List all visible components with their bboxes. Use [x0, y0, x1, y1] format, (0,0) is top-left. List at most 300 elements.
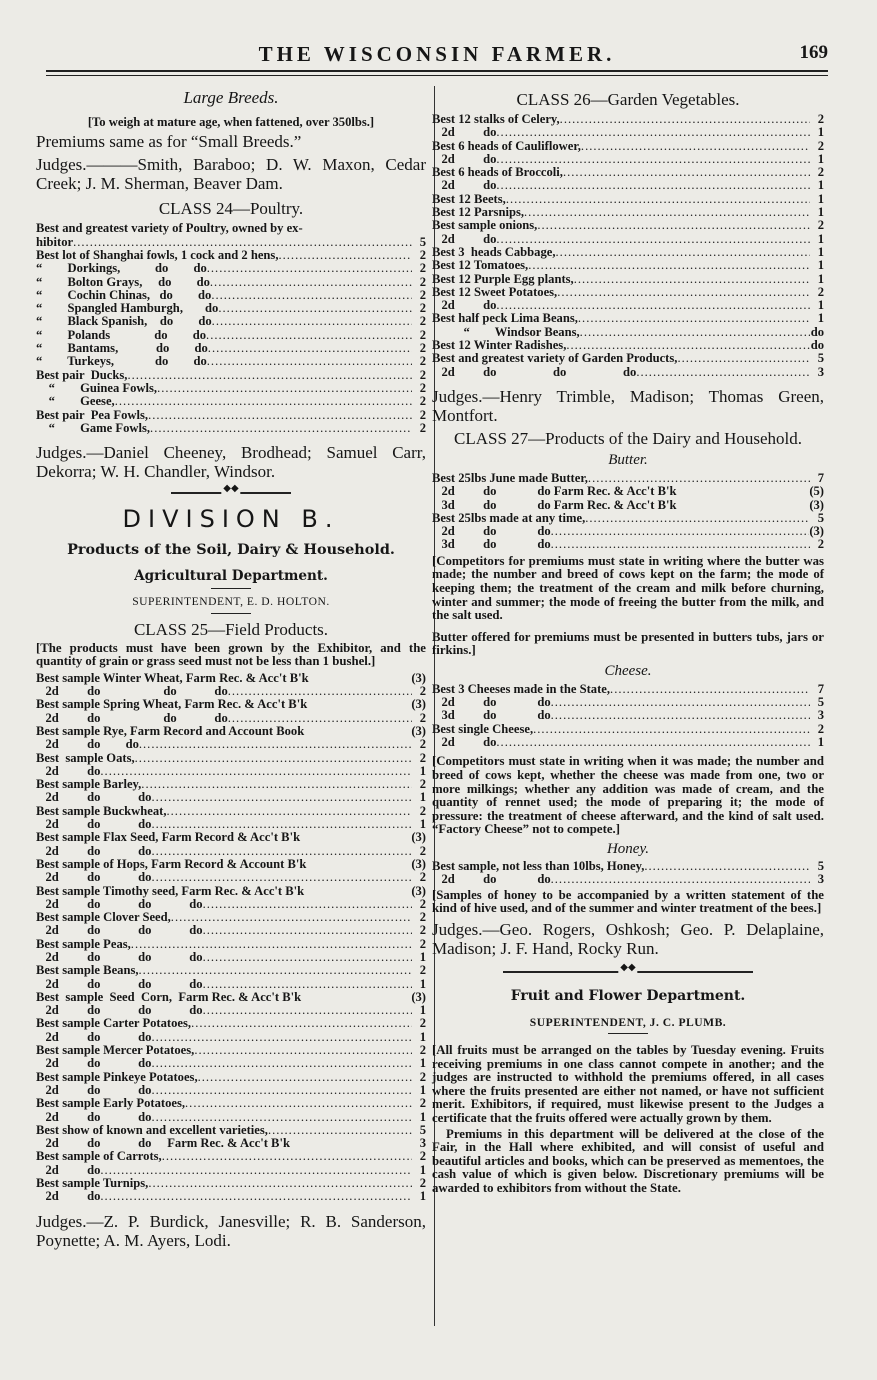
premium-label: “ Polands do do [36, 327, 207, 342]
premium-label: “ Game Fowls, [36, 420, 151, 435]
premium-label: Best sample Seed Corn, Farm Rec. & Acc't B'k [36, 989, 302, 1004]
leader-dots [496, 233, 810, 246]
leader-dots [203, 898, 412, 911]
premium-value: 1 [419, 1189, 426, 1204]
premium-label: Best pair Ducks, [36, 367, 128, 382]
premium-row [36, 249, 426, 262]
premium-label: Best and greatest variety of Garden Products, [432, 351, 678, 366]
leader-dots [208, 342, 412, 355]
leader-dots [203, 951, 412, 964]
leader-dots [148, 409, 412, 422]
premium-label: Best sample Pinkeye Potatoes, [36, 1069, 198, 1084]
agri-heading: Agricultural Department. [134, 568, 328, 585]
leader-dots [581, 140, 810, 153]
page-number: 169 [799, 42, 828, 63]
premium-row [432, 126, 824, 139]
premium-value: 1 [817, 271, 824, 286]
premium-row [36, 765, 426, 778]
leader-dots [151, 1031, 412, 1044]
honey-list [432, 860, 824, 887]
premium-label: Best and greatest variety of Poultry, owned by ex- [36, 221, 303, 236]
premium-label: Best sample Beans, [36, 963, 139, 978]
premium-value: 2 [817, 165, 824, 180]
premium-row [432, 873, 824, 886]
premium-value: 2 [419, 248, 426, 262]
premium-value: do [810, 338, 824, 353]
premium-label: “ Guinea Fowls, [36, 380, 158, 395]
premium-value: 2 [817, 721, 824, 736]
premium-value: 1 [419, 790, 426, 805]
premium-row [36, 222, 426, 235]
products-heading: Products of the Soil, Dairy & Household. [67, 541, 395, 559]
premium-row [36, 978, 426, 991]
premium-row [432, 512, 824, 525]
premium-label: Best sample Peas, [36, 936, 131, 951]
premium-label: 2d do do [36, 1056, 152, 1071]
premium-value: 1 [419, 763, 426, 778]
premium-value: 5 [419, 1122, 426, 1137]
leader-dots [203, 1004, 412, 1017]
premium-label: Best 25lbs June made Butter, [432, 470, 588, 485]
premium-row [36, 924, 426, 937]
short-rule [211, 588, 251, 589]
premium-row [36, 382, 426, 395]
premium-label: 2d do [432, 178, 497, 193]
leader-dots [557, 286, 810, 299]
premium-row [36, 911, 426, 924]
premium-label: Best show of known and excellent varieties, [36, 1122, 268, 1137]
premium-row [432, 179, 824, 192]
premium-value: 2 [419, 1149, 426, 1164]
header-rule [46, 70, 828, 72]
premium-value: 2 [419, 936, 426, 951]
premium-row [432, 683, 824, 696]
premium-label: Best 6 heads of Broccoli, [432, 165, 563, 180]
large-breeds-title: Large Breeds. [183, 88, 279, 107]
premium-value: 1 [817, 178, 824, 193]
leader-dots [563, 166, 810, 179]
leader-dots [496, 179, 810, 192]
leader-dots [191, 1017, 412, 1030]
premium-row [36, 1031, 426, 1044]
leader-dots [636, 366, 810, 379]
premium-value: 2 [419, 314, 426, 329]
leader-dots [677, 352, 810, 365]
premium-row [432, 352, 824, 365]
premium-row [432, 273, 824, 286]
premium-value: 5 [817, 858, 824, 873]
leader-dots [528, 259, 810, 272]
premium-label: Best sample Mercer Potatoes, [36, 1043, 195, 1058]
fruit-note: [All fruits must be arranged on the tables by Tuesday evening. Fruits receiving premiums in one class cannot compete in another; and the judges are instructed to withhold the premiums offered, in all cases where the fruits presented are either not named, or have not sufficient merit. Exhibitors, if required, must likewise present to the Judges a certificate that the fruits offered were actually grown by them. [432, 1043, 824, 1126]
class24-judges: Judges.—Daniel Cheeney, Brodhead; Samuel Carr, Dekorra; W. H. Chandler, Windsor. [36, 443, 426, 482]
premium-row [432, 366, 824, 379]
premium-row [36, 672, 426, 685]
leader-dots [150, 422, 412, 435]
premium-row [36, 1097, 426, 1110]
premium-row [432, 472, 824, 485]
leader-dots [100, 1164, 412, 1177]
premium-row [432, 709, 824, 722]
leader-dots [278, 249, 412, 262]
premium-value: 1 [817, 311, 824, 326]
premium-value: 2 [419, 710, 426, 725]
premium-row [432, 525, 824, 538]
premium-label: 2d do do do [36, 923, 203, 938]
premium-label: 3d do do [432, 537, 551, 552]
leader-dots [551, 709, 810, 722]
premium-value: 1 [817, 244, 824, 259]
premium-value: 1 [419, 949, 426, 964]
premium-label: 2d do do do [36, 1003, 203, 1018]
leader-dots [566, 339, 810, 352]
premium-label: Best 12 Beets, [432, 191, 506, 206]
honey-note: [Samples of honey to be accompanied by a written statement of the kind of hive used, and of the summer and winter treatment of the bees.] [432, 887, 824, 916]
cheese-note: [Competitors must state in writing when it was made; the number and breed of cows kept, whether the cheese was made from one, two or more milkings; whether any addition was made of cream, and the quantity of rennet used; the mode of preparing it; the mode of pressure: the treatment of cheese afterward, and the kind of salt used. “Factory Cheese” not to compete.] [432, 754, 824, 837]
premium-label: 2d do do do [36, 896, 203, 911]
premium-row [36, 885, 426, 898]
premium-value: 1 [817, 151, 824, 166]
premium-value: 5 [817, 695, 824, 710]
premium-label: Best 12 Tomatoes, [432, 258, 529, 273]
premium-value: (5) [809, 484, 824, 499]
short-rule [608, 1033, 648, 1034]
cheese-title: Cheese. [604, 662, 652, 679]
leader-dots [151, 1057, 412, 1070]
premium-label: Best sample, not less than 10lbs, Honey, [432, 858, 645, 873]
premium-row [36, 369, 426, 382]
premium-label: Best sample Spring Wheat, Farm Rec. & Acc't B'k [36, 697, 308, 712]
premium-row [36, 236, 426, 249]
premium-label: Best 12 Winter Radishes, [432, 338, 567, 353]
class25-list [36, 672, 426, 1204]
premium-label: Best half peck Lima Beans, [432, 311, 578, 326]
leader-dots [162, 1150, 412, 1163]
premium-row [432, 860, 824, 873]
premium-value: 2 [817, 218, 824, 233]
premium-label: 2d do do [36, 817, 152, 832]
premium-row [432, 193, 824, 206]
premium-label: “ Turkeys, do do [36, 354, 207, 369]
premium-row [432, 312, 824, 325]
leader-dots [203, 924, 412, 937]
premium-label: “ Black Spanish, do do [36, 314, 212, 329]
premium-value: 2 [419, 803, 426, 818]
leader-dots [139, 738, 412, 751]
premium-label: Best sample Oats, [36, 750, 135, 765]
premium-value: 3 [419, 1136, 426, 1151]
premium-label: 3d do do [432, 708, 551, 723]
division-title: DIVISION B. [122, 505, 340, 534]
leader-dots [580, 326, 810, 339]
premium-label: 2d do do [36, 737, 139, 752]
premium-label: 2d do do [36, 1109, 152, 1124]
premium-value: 5 [817, 351, 824, 366]
leader-dots [127, 369, 412, 382]
cheese-list [432, 683, 824, 749]
premium-value: 2 [419, 910, 426, 925]
leader-dots [141, 778, 412, 791]
premium-row [432, 113, 824, 126]
leader-dots [151, 845, 412, 858]
premium-value: 2 [419, 1069, 426, 1084]
premium-label: 2d do do [36, 870, 152, 885]
leader-dots [148, 1177, 412, 1190]
premium-row [432, 499, 824, 512]
premium-value: 2 [419, 301, 426, 316]
premium-label: Best 12 Parsnips, [432, 205, 525, 220]
premium-label: Best sample Rye, Farm Record and Account Book [36, 723, 305, 738]
premium-label: 2d do do do [36, 976, 203, 991]
premium-value: 7 [817, 470, 824, 485]
premium-row [36, 1150, 426, 1163]
premium-value: 3 [817, 364, 824, 379]
premium-value: 1 [817, 205, 824, 220]
premium-row [432, 326, 824, 339]
premium-row [36, 422, 426, 435]
premium-label: 2d do do do [36, 684, 228, 699]
premium-value: (3) [411, 723, 426, 738]
premium-value: 2 [419, 1043, 426, 1058]
leader-dots [207, 262, 412, 275]
premium-row [36, 845, 426, 858]
premium-label: Best sample Clover Seed, [36, 910, 171, 925]
premium-value: 1 [419, 1082, 426, 1097]
premium-label: 2d do [36, 1189, 101, 1204]
premium-label: 2d do do [36, 1029, 152, 1044]
premium-label: Best sample Carter Potatoes, [36, 1016, 192, 1031]
premium-row [432, 723, 824, 736]
leader-dots [218, 302, 412, 315]
leader-dots [228, 685, 412, 698]
premium-value: 2 [419, 1096, 426, 1111]
premium-value: 2 [419, 843, 426, 858]
premium-row [36, 1177, 426, 1190]
leader-dots [556, 246, 810, 259]
premium-row [432, 246, 824, 259]
premium-row [36, 951, 426, 964]
premium-row [432, 299, 824, 312]
class25-judges: Judges.—Z. P. Burdick, Janesville; R. B. Sanderson, Poynette; A. M. Ayers, Lodi. [36, 1211, 426, 1250]
leader-dots [268, 1124, 412, 1137]
premium-value: 1 [419, 976, 426, 991]
leader-dots [644, 860, 810, 873]
leader-dots [151, 791, 412, 804]
premium-row [36, 725, 426, 738]
premium-label: 2d do [432, 125, 497, 140]
premium-label: 2d do do do [432, 364, 637, 379]
premium-value: 2 [419, 354, 426, 369]
large-breeds-premiums: Premiums same as for “Small Breeds.” [36, 132, 302, 152]
premium-value: 5 [817, 510, 824, 525]
premium-value: 2 [419, 963, 426, 978]
leader-dots [585, 512, 810, 525]
premium-value: 2 [419, 261, 426, 276]
left-column [36, 86, 426, 1250]
premium-value: (3) [809, 497, 824, 512]
leader-dots [560, 113, 810, 126]
running-title: THE WISCONSIN FARMER. [258, 42, 616, 66]
header-rule-thin [46, 75, 828, 76]
leader-dots [100, 765, 412, 778]
premium-label: 2d do do [432, 524, 551, 539]
leader-dots [551, 696, 810, 709]
premium-row [36, 1057, 426, 1070]
premium-row [36, 1164, 426, 1177]
premium-value: 1 [419, 1056, 426, 1071]
premium-row [432, 339, 824, 352]
premium-value: (3) [411, 697, 426, 712]
leader-dots [185, 1097, 412, 1110]
leader-dots [228, 712, 412, 725]
premium-label: Best 12 Sweet Potatoes, [432, 284, 558, 299]
fruit-heading: Fruit and Flower Department. [510, 987, 746, 1004]
leader-dots [211, 289, 412, 302]
leader-dots [496, 736, 810, 749]
premium-value: 2 [419, 407, 426, 422]
premium-label: Best sample Flax Seed, Farm Record & Acc't B'k [36, 830, 301, 845]
class24-title: CLASS 24—Poultry. [158, 199, 304, 219]
class27-title: CLASS 27—Products of the Dairy and Household. [453, 428, 802, 448]
large-breeds-note: [To weigh at mature age, when fattened, over 350lbs.] [87, 115, 375, 129]
premium-label: 2d do [432, 231, 497, 246]
premium-label: 3d do do Farm Rec. & Acc't B'k [432, 497, 677, 512]
premium-row [36, 1071, 426, 1084]
premium-value: 1 [817, 258, 824, 273]
leader-dots [203, 978, 412, 991]
premium-row [36, 1137, 426, 1150]
class26-title: CLASS 26—Garden Vegetables. [516, 90, 740, 109]
leader-dots [551, 538, 810, 551]
leader-dots [551, 873, 810, 886]
leader-dots [198, 1071, 412, 1084]
premium-label: 2d do do [432, 872, 551, 887]
premium-value: 1 [419, 1003, 426, 1018]
premium-row [36, 858, 426, 871]
premium-value: 2 [419, 327, 426, 342]
premium-label: 2d do do do [36, 710, 228, 725]
premium-row [432, 259, 824, 272]
premium-label: 2d do do [36, 1082, 152, 1097]
premium-row [36, 778, 426, 791]
premium-label: Best sample Early Potatoes, [36, 1096, 186, 1111]
premium-row [432, 233, 824, 246]
premium-value: 2 [817, 537, 824, 552]
premium-value: 2 [419, 777, 426, 792]
premium-value: 3 [817, 872, 824, 887]
leader-dots [157, 382, 412, 395]
premium-label: Best 25lbs made at any time, [432, 510, 586, 525]
premium-row [36, 991, 426, 1004]
premium-label: Best pair Pea Fowls, [36, 407, 149, 422]
class27-judges: Judges.—Geo. Rogers, Oshkosh; Geo. P. Delaplaine, Madison; J. F. Hand, Rocky Run. [432, 919, 824, 958]
premium-label: “ Cochin Chinas, do do [36, 287, 212, 302]
premium-value: 1 [817, 231, 824, 246]
premium-label: Best sample Barley, [36, 777, 142, 792]
premium-row [432, 485, 824, 498]
premium-row [36, 712, 426, 725]
premium-value: (3) [411, 989, 426, 1004]
class26-list [432, 113, 824, 379]
premium-value: (3) [809, 524, 824, 539]
premium-value: 3 [817, 708, 824, 723]
premium-row [432, 538, 824, 551]
premium-row [36, 964, 426, 977]
premium-value: 1 [419, 1109, 426, 1124]
butter-title: Butter. [608, 451, 648, 468]
leader-dots [131, 938, 412, 951]
premium-value: 2 [419, 1176, 426, 1191]
premium-row [36, 262, 426, 275]
ornament-divider [503, 966, 753, 978]
premium-value: 2 [419, 1016, 426, 1031]
premium-row [36, 395, 426, 408]
premium-value: 1 [419, 817, 426, 832]
premium-row [36, 302, 426, 315]
premium-row [36, 329, 426, 342]
leader-dots [588, 472, 810, 485]
leader-dots [135, 752, 412, 765]
running-header [46, 40, 828, 68]
class24-list [36, 222, 426, 435]
premium-value: 2 [419, 367, 426, 382]
premium-label: Best 3 heads Cabbage, [432, 244, 556, 259]
class26-judges: Judges.—Henry Trimble, Madison; Thomas Green, Montfort. [432, 386, 824, 425]
premium-value: 2 [419, 750, 426, 765]
premium-label: “ Bantams, do do [36, 341, 208, 356]
leader-dots [551, 525, 810, 538]
premium-value: 2 [419, 341, 426, 356]
premium-value: 2 [419, 737, 426, 752]
premium-row [432, 140, 824, 153]
premium-row [36, 818, 426, 831]
premium-row [36, 738, 426, 751]
premium-label: hibitor [36, 234, 74, 249]
leader-dots [139, 964, 412, 977]
leader-dots [151, 818, 412, 831]
premium-label: Best sample Winter Wheat, Farm Rec. & Acc't B'k [36, 670, 309, 685]
premium-label: Best 6 heads of Cauliflower, [432, 138, 581, 153]
premium-value: 2 [419, 287, 426, 302]
premium-label: Best sample Timothy seed, Farm Rec. & Acc't B'k [36, 883, 305, 898]
premium-label: “ Windsor Beans, [432, 324, 580, 339]
premium-value: 2 [419, 923, 426, 938]
premium-value: 1 [817, 125, 824, 140]
class25-note: [The products must have been grown by the Exhibitor, and the quantity of grain or grass seed must not be less than 1 bushel.] [36, 640, 426, 669]
premium-value: 2 [419, 420, 426, 435]
premium-row [432, 219, 824, 232]
premium-row [432, 206, 824, 219]
premium-row [36, 752, 426, 765]
leader-dots [574, 273, 810, 286]
premium-value: 2 [419, 896, 426, 911]
premium-row [36, 871, 426, 884]
leader-dots [496, 126, 810, 139]
premium-row [36, 791, 426, 804]
leader-dots [115, 395, 412, 408]
premium-value: 2 [419, 684, 426, 699]
premium-label: 2d do [432, 298, 497, 313]
leader-dots [537, 219, 810, 232]
premium-value: 2 [817, 112, 824, 126]
premium-label: Best 12 stalks of Celery, [432, 112, 560, 126]
butter-note-2: Butter offered for premiums must be presented in butters tubs, jars or firkins.] [432, 629, 824, 658]
premium-label: 2d do [36, 1162, 101, 1177]
leader-dots [212, 315, 412, 328]
premium-row [36, 342, 426, 355]
premium-value: 1 [419, 1029, 426, 1044]
premium-value: (3) [411, 883, 426, 898]
